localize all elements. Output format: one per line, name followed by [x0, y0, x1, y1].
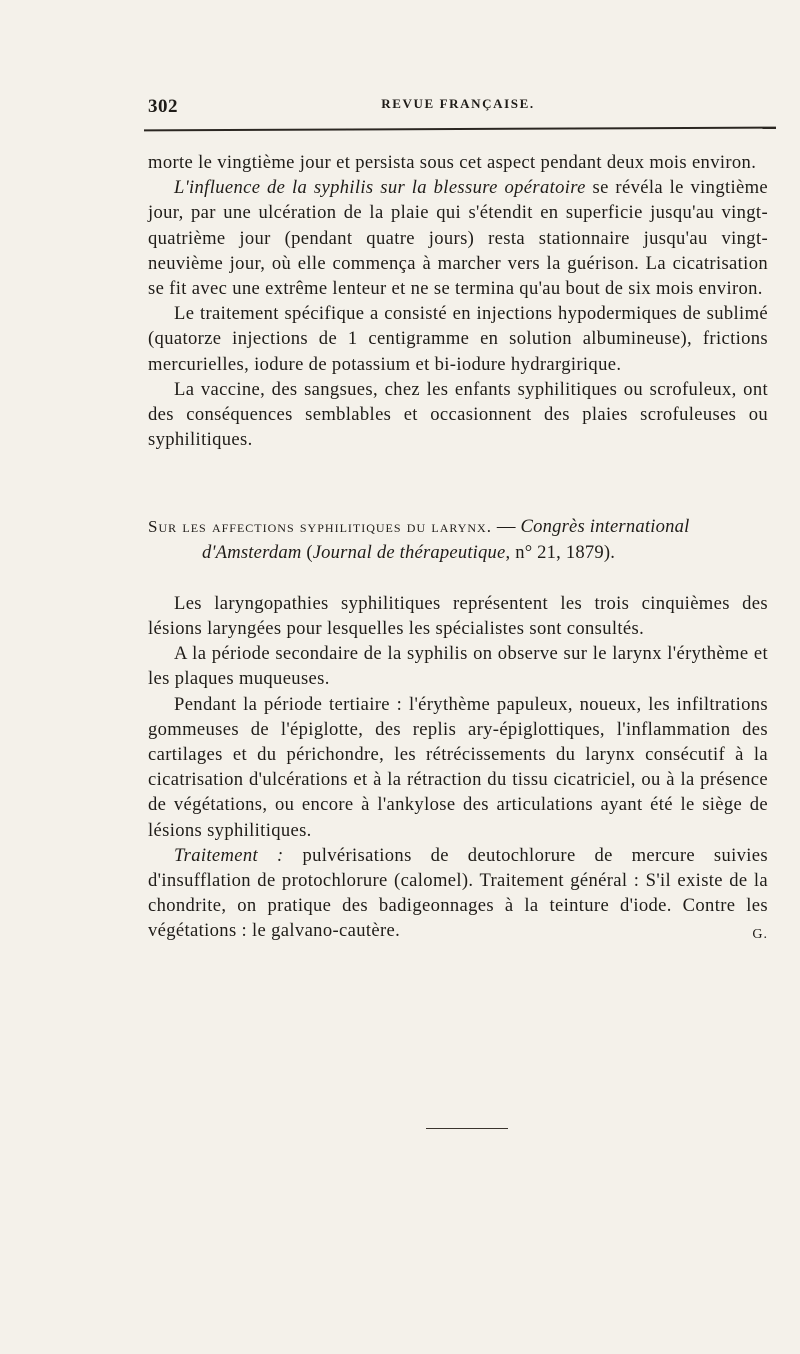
italic-lead: L'influence de la syphilis sur la blessure opératoire: [174, 177, 586, 199]
paragraph: La vaccine, des sangsues, chez les enfants syphilitiques ou scrofuleux, ont des conséquences semblables et occasionnent des plaies scrofuleuses ou syphilitiques.: [148, 378, 768, 451]
paragraph: A la période secondaire de la syphilis on observe sur le larynx l'érythème et les plaques muqueuses.: [148, 643, 768, 690]
spacer: [148, 452, 768, 514]
running-head: REVUE FRANÇAISE.: [381, 96, 535, 111]
paragraph: morte le vingtième jour et persista sous cet aspect pendant deux mois environ.: [148, 152, 757, 173]
article-body: [148, 150, 768, 944]
section-heading: Sur les affections syphilitiques du larynx. — Congrès international d'Amsterdam (Journal de thérapeutique, n° 21, 1879).: [148, 516, 690, 563]
congress-location: d'Amsterdam: [202, 541, 302, 563]
signature: G.: [752, 927, 768, 943]
page-number: 302: [148, 96, 178, 117]
paragraph: Les laryngopathies syphilitiques représentent les trois cinquièmes des lésions laryngées pour lesquelles les spécialistes sont consultés.: [148, 592, 768, 640]
page-content: [148, 96, 768, 948]
paragraph: Pendant la période tertiaire : l'érythème papuleux, noueux, les infiltrations gommeuses de l'épiglotte, des replis ary-épiglottiques, l'inflammation des cartilages et du périchondre, les rétrécissements du larynx consécutif à la cicatrisation d'ulcérations et à la rétraction du tissu cicatriciel, ou à la présence de végétations, ou encore à l'ankylose des articulations ayant été le siège de lésions syphilitiques.: [148, 693, 768, 841]
section-title: Sur les affections syphilitiques du larynx.: [148, 517, 492, 537]
journal-ref: , n° 21, 1879).: [505, 541, 616, 563]
treatment-label: Traitement :: [174, 844, 284, 866]
page-header: [148, 96, 768, 122]
congress-title: Congrès international: [520, 516, 690, 538]
spacer: [148, 565, 768, 591]
paragraph: L'influence de la syphilis sur la blessure opératoire se révéla le vingtième jour, par une ulcération de la plaie qui s'étendit en superficie jusqu'au vingt-quatrième jour (pendant quatre jours) resta stationnaire jusqu'au vingt-neuvième jour, où elle commença à marcher vers la guérison. La cicatrisation se fit avec une extrême lenteur et ne se termina qu'au bout de six mois environ.: [148, 177, 769, 300]
end-rule: [426, 1128, 508, 1129]
paragraph: Traitement : pulvérisations de deutochlorure de mercure suivies d'insufflation de protochlorure (calomel). Traitement général : S'il existe de la chondrite, on pratique des badigeonnages à la teinture d'iode. Contre les végétations : le galvano-cautère. G.: [148, 843, 768, 944]
header-rule: [144, 127, 776, 132]
journal-name: Journal de thérapeutique: [312, 541, 506, 563]
paragraph: Le traitement spécifique a consisté en injections hypodermiques de sublimé (quatorze injections de 1 centigramme en solution albumineuse), frictions mercurielles, iodure de potassium et bi-iodure hydrargirique.: [148, 303, 768, 375]
